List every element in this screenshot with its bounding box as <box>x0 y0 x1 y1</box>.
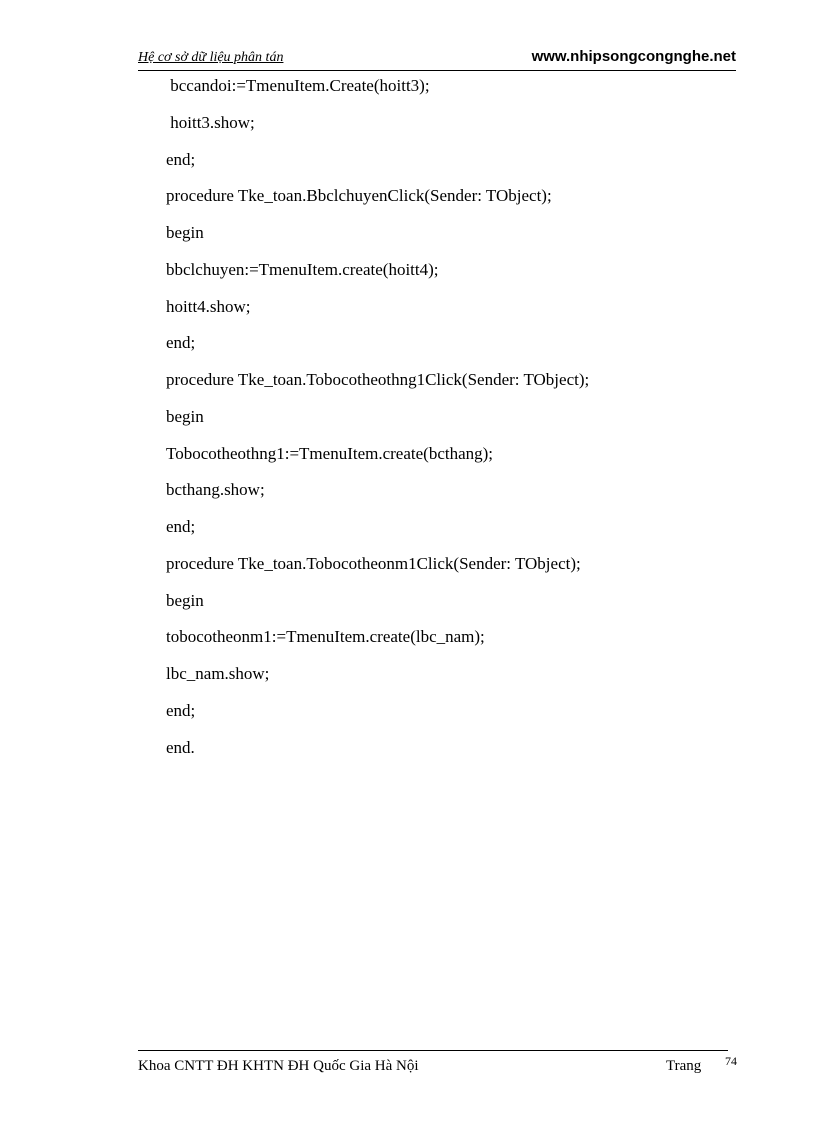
code-line: begin <box>166 223 204 242</box>
page-number: 74 <box>725 1054 737 1068</box>
footer-divider <box>138 1050 728 1051</box>
website-link[interactable]: www.nhipsongcongnghe.net <box>531 48 736 65</box>
code-line: procedure Tke_toan.Tobocotheonm1Click(Sender: TObject); <box>166 553 581 573</box>
code-line: bbclchuyen:=TmenuItem.create(hoitt4); <box>166 259 439 279</box>
code-line: tobocotheonm1:=TmenuItem.create(lbc_nam); <box>166 627 485 647</box>
code-line: procedure Tke_toan.BbclchuyenClick(Sender: TObject); <box>166 186 552 206</box>
code-line: Tobocotheothng1:=TmenuItem.create(bcthang); <box>166 443 494 463</box>
page-header <box>138 48 736 71</box>
code-line: procedure Tke_toan.Tobocotheothng1Click(Sender: TObject); <box>166 370 590 389</box>
code-block <box>166 73 726 771</box>
code-line: hoitt4.show; <box>166 296 251 316</box>
code-line: bccandoi:=TmenuItem.Create(hoitt3); <box>166 76 430 95</box>
document-title: Hệ cơ sở dữ liệu phân tán <box>138 50 284 65</box>
footer-page-label: Trang <box>666 1058 702 1074</box>
code-line: bcthang.show; <box>166 480 265 500</box>
code-line: end; <box>166 517 196 536</box>
code-line: begin <box>166 590 204 610</box>
code-line: end; <box>166 333 196 353</box>
page-footer <box>138 1050 736 1080</box>
footer-institution: Khoa CNTT ĐH KHTN ĐH Quốc Gia Hà Nội <box>138 1058 419 1074</box>
code-line: lbc_nam.show; <box>166 664 270 683</box>
code-line: end. <box>166 737 195 757</box>
code-line: begin <box>166 406 204 426</box>
code-line: end; <box>166 700 196 720</box>
code-line: end; <box>166 149 196 169</box>
code-line: hoitt3.show; <box>166 112 255 132</box>
